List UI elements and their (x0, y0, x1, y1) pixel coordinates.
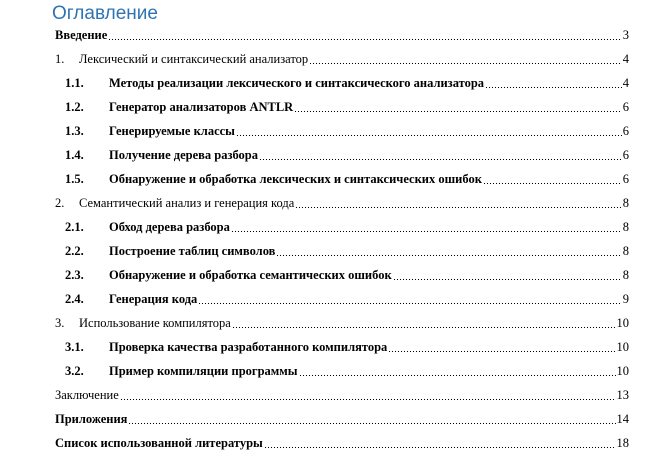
dot-leader (128, 423, 615, 424)
toc-entry-label: Обход дерева разбора (109, 220, 230, 234)
toc-entry-label: Семантический анализ и генерация кода (79, 196, 295, 210)
toc-entry[interactable] (55, 195, 629, 211)
dot-leader (393, 279, 622, 280)
dot-leader (236, 135, 622, 136)
toc-entry-label: Лексический и синтаксический анализатор (79, 52, 309, 66)
toc-entry-page-number: 3 (622, 28, 629, 42)
toc-entry[interactable] (55, 363, 629, 379)
toc-entry-label: Заключение (55, 388, 119, 402)
toc-entry[interactable] (55, 315, 629, 331)
toc-entry[interactable] (55, 219, 629, 235)
dot-leader (231, 231, 622, 232)
toc-entry-number: 1.4. (65, 148, 84, 162)
toc-entry-number: 3.1. (65, 340, 84, 354)
toc-entry-number: 2. (55, 196, 65, 210)
toc-entry-number: 2.3. (65, 268, 84, 282)
toc-entry[interactable] (55, 75, 629, 91)
toc-entry-page-number: 8 (622, 196, 629, 210)
toc-entry-page-number: 10 (616, 316, 629, 330)
dot-leader (483, 183, 622, 184)
toc-entry[interactable] (55, 27, 629, 43)
toc-entry-label: Генератор анализаторов ANTLR (109, 100, 294, 114)
toc-entry-label: Пример компиляции программы (109, 364, 298, 378)
dot-leader (276, 255, 621, 256)
toc-entry[interactable] (55, 243, 629, 259)
toc-entry-label: Генерация кода (109, 292, 198, 306)
dot-leader (294, 111, 622, 112)
toc-entry-page-number: 9 (622, 292, 629, 306)
toc-entry-page-number: 18 (616, 436, 629, 450)
dot-leader (108, 39, 621, 40)
dot-leader (232, 327, 616, 328)
toc-entry-page-number: 8 (622, 220, 629, 234)
toc-entry-number: 3. (55, 316, 65, 330)
toc-entry-number: 3.2. (65, 364, 84, 378)
toc-entry-number: 2.1. (65, 220, 84, 234)
toc-entry-label: Обнаружение и обработка семантических ошибок (109, 268, 392, 282)
toc-entry-number: 1.5. (65, 172, 84, 186)
toc-entry-label: Методы реализации лексического и синтаксического анализатора (109, 76, 485, 90)
toc-entry-page-number: 4 (622, 76, 629, 90)
toc-entry[interactable] (55, 435, 629, 451)
dot-leader (295, 207, 621, 208)
toc-entry-label: Приложения (55, 412, 128, 426)
toc-entry-label: Введение (55, 28, 108, 42)
toc-entry-page-number: 13 (616, 388, 629, 402)
dot-leader (264, 447, 616, 448)
toc-entry-label: Список использованной литературы (55, 436, 263, 450)
toc-entry-label: Использование компилятора (79, 316, 231, 330)
dot-leader (198, 303, 621, 304)
toc-entry-number: 1.1. (65, 76, 84, 90)
toc-entry-label: Проверка качества разработанного компилятора (109, 340, 388, 354)
dot-leader (309, 63, 622, 64)
toc-entry-page-number: 6 (622, 124, 629, 138)
toc-entry-number: 1.3. (65, 124, 84, 138)
toc-entry-number: 2.4. (65, 292, 84, 306)
toc-entry[interactable] (55, 339, 629, 355)
toc-entry[interactable] (55, 291, 629, 307)
dot-leader (259, 159, 622, 160)
toc-entry-page-number: 10 (616, 340, 629, 354)
toc-entry-page-number: 8 (622, 268, 629, 282)
toc-entry-page-number: 14 (616, 412, 629, 426)
toc-title: Оглавление (52, 3, 158, 24)
toc-entry-page-number: 6 (622, 172, 629, 186)
toc-entry-page-number: 10 (616, 364, 629, 378)
dot-leader (120, 399, 616, 400)
dot-leader (388, 351, 615, 352)
toc-entry-page-number: 6 (622, 148, 629, 162)
toc-entry[interactable] (55, 171, 629, 187)
toc-entry-label: Генерируемые классы (109, 124, 235, 138)
toc-entry-page-number: 4 (622, 52, 629, 66)
toc-entry-label: Получение дерева разбора (109, 148, 259, 162)
toc-entry-number: 2.2. (65, 244, 84, 258)
toc-entry[interactable] (55, 147, 629, 163)
toc-entry-label: Построение таблиц символов (109, 244, 276, 258)
toc-entry-number: 1.2. (65, 100, 84, 114)
toc-entry[interactable] (55, 267, 629, 283)
toc-entry[interactable] (55, 99, 629, 115)
toc-entry-page-number: 6 (622, 100, 629, 114)
dot-leader (485, 87, 622, 88)
toc-entry-number: 1. (55, 52, 65, 66)
toc-entry-label: Обнаружение и обработка лексических и синтаксических ошибок (109, 172, 482, 186)
toc-entry[interactable] (55, 387, 629, 403)
toc-entry[interactable] (55, 411, 629, 427)
dot-leader (299, 375, 616, 376)
toc-entry[interactable] (55, 123, 629, 139)
toc-entry-page-number: 8 (622, 244, 629, 258)
toc-entry[interactable] (55, 51, 629, 67)
